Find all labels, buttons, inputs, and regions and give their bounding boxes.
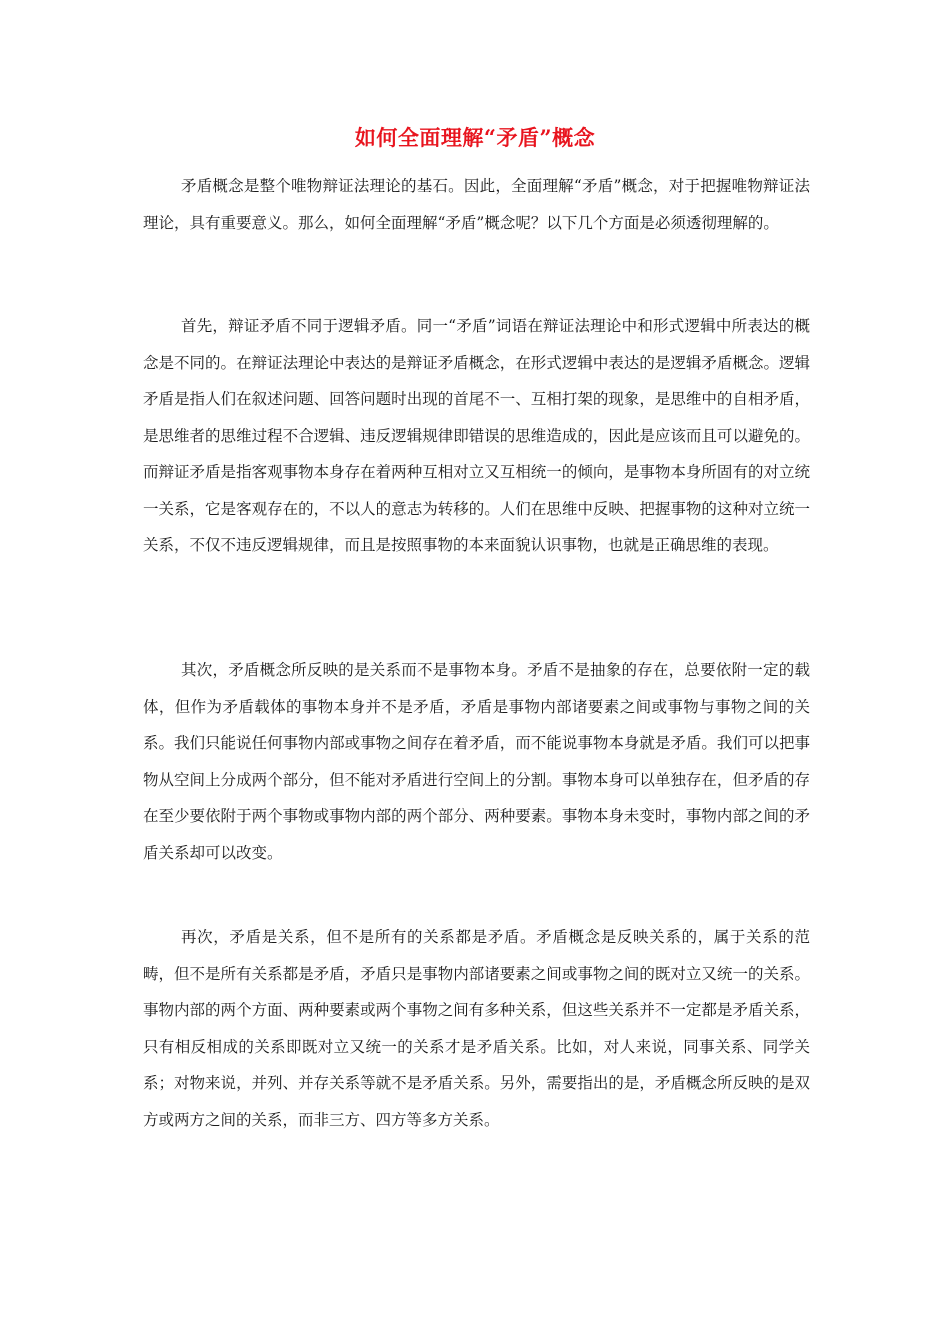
paragraph-first-point: 首先，辩证矛盾不同于逻辑矛盾。同一“矛盾”词语在辩证法理论中和形式逻辑中所表达的概念是不同的。在辩证法理论中表达的是辩证矛盾概念，在形式逻辑中表达的是逻辑矛盾概念。逻辑矛盾是指人们在叙述问题、回答问题时出现的首尾不一、互相打架的现象，是思维中的自相矛盾，是思维者的思维过程不合逻辑、违反逻辑规律即错误的思维造成的，因此是应该而且可以避免的。而辩证矛盾是指客观事物本身存在着两种互相对立又互相统一的倾向，是事物本身所固有的对立统一关系，它是客观存在的，不以人的意志为转移的。人们在思维中反映、把握事物的这种对立统一关系，不仅不违反逻辑规律，而且是按照事物的本来面貌认识事物，也就是正确思维的表现。 bbox=[143, 317, 810, 554]
document-title: 如何全面理解“矛盾”概念 bbox=[354, 125, 596, 150]
paragraph-second-point: 其次，矛盾概念所反映的是关系而不是事物本身。矛盾不是抽象的存在，总要依附一定的载体，但作为矛盾载体的事物本身并不是矛盾，矛盾是事物内部诸要素之间或事物与事物之间的关系。我们只能说任何事物内部或事物之间存在着矛盾，而不能说事物本身就是矛盾。我们可以把事物从空间上分成两个部分，但不能对矛盾进行空间上的分割。事物本身可以单独存在，但矛盾的存在至少要依附于两个事物或事物内部的两个部分、两种要素。事物本身未变时，事物内部之间的矛盾关系却可以改变。 bbox=[143, 661, 810, 862]
paragraph-third-point: 再次，矛盾是关系，但不是所有的关系都是矛盾。矛盾概念是反映关系的，属于关系的范畴，但不是所有关系都是矛盾，矛盾只是事物内部诸要素之间或事物之间的既对立又统一的关系。事物内部的两个方面、两种要素或两个事物之间有多种关系，但这些关系并不一定都是矛盾关系，只有相反相成的关系即既对立又统一的关系才是矛盾关系。比如，对人来说，同事关系、同学关系；对物来说，并列、并存关系等就不是矛盾关系。另外，需要指出的是，矛盾概念所反映的是双方或两方之间的关系，而非三方、四方等多方关系。 bbox=[143, 928, 810, 1129]
paragraph-intro: 矛盾概念是整个唯物辩证法理论的基石。因此，全面理解“矛盾”概念，对于把握唯物辩证法理论，具有重要意义。那么，如何全面理解“矛盾”概念呢？以下几个方面是必须透彻理解的。 bbox=[143, 177, 810, 232]
